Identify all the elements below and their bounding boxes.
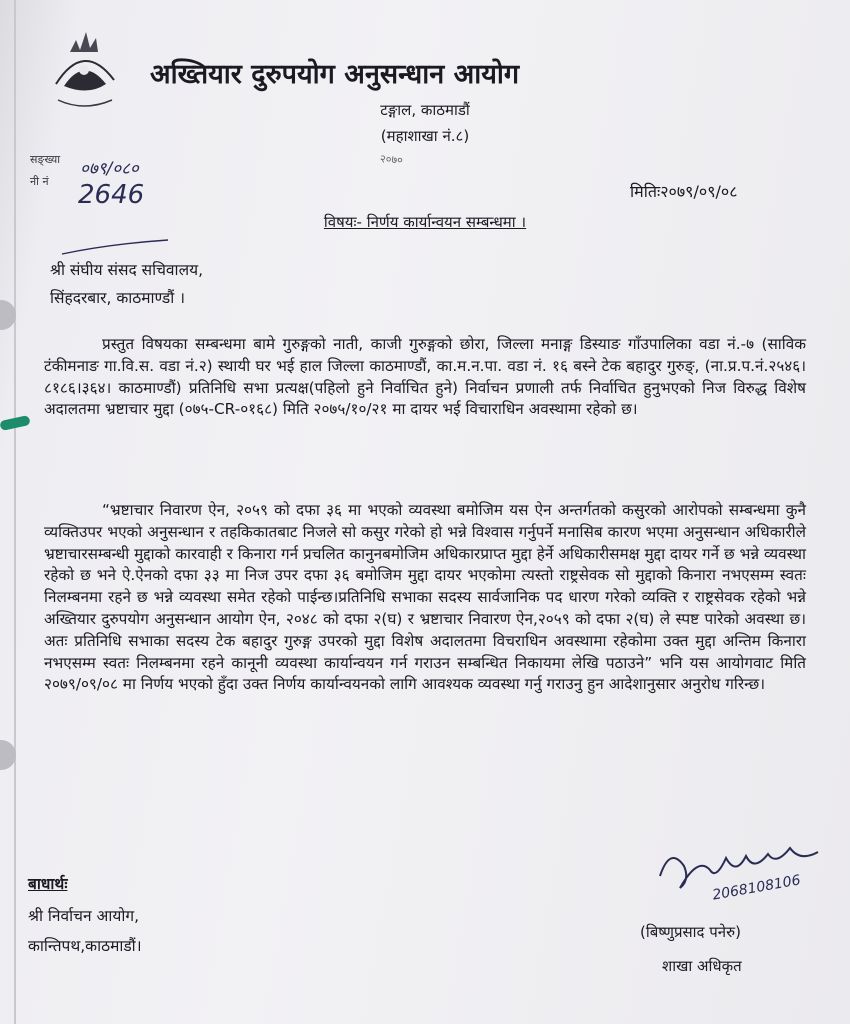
- branch-number: (महाशाखा नं.८): [380, 127, 470, 145]
- office-location: टङ्गाल, काठमाडौं: [380, 101, 470, 119]
- addressee-line1: श्री संघीय संसद सचिवालय,: [50, 261, 203, 279]
- chalani-number: 2646: [78, 180, 145, 210]
- chalani-label: नी नं: [30, 175, 49, 188]
- subject-text: विषयः- निर्णय कार्यान्वयन सम्बन्धमा ।: [323, 213, 527, 231]
- patra-sankhya-label: सङ्ख्या: [30, 153, 61, 166]
- page-fold: [14, 0, 16, 1024]
- letter-date: मितिः२०७९/०९/०८: [630, 182, 738, 201]
- cc-line2: कान्तिपथ,काठमाडौं।: [28, 937, 142, 955]
- pen-strike-mark: [60, 238, 170, 258]
- cc-line1: श्री निर्वाचन आयोग,: [28, 907, 140, 925]
- signature-date: 2068108106: [711, 872, 802, 904]
- signatory-title: शाखा अधिकृत: [662, 957, 742, 975]
- patra-sankhya-value: ०७९/०८०: [80, 159, 139, 179]
- subject-line: [0, 212, 850, 232]
- stamp-number: २०७०: [379, 152, 404, 167]
- body-paragraph-2: “भ्रष्टाचार निवारण ऐन, २०५९ को दफा ३६ मा भएको व्यवस्था बमोजिम यस ऐन अन्तर्गतको कसुरको आरोपको सम्बन्धमा कुनै व्यक्तिउपर भएको अनुसन्धान र तहकिकातबाट निजले सो कसुर गरेको हो भन्ने विश्वास गर्नुपर्ने मनासिब कारण भएमा अनुसन्धान अधिकारीले भ्रष्टाचारसम्बन्धी मुद्दाको कारवाही र किनारा गर्न प्रचलित कानुनबमोजिम अधिकारप्राप्त मुद्दा हेर्ने अधिकारीसमक्ष मुद्दा दायर गर्ने छ भन्ने व्यवस्था रहेको छ भने ऐ.ऐनको दफा ३३ मा निज उपर दफा ३६ बमोजिम मुद्दा दायर भएकोमा त्यस्तो राष्ट्रसेवक सो मुद्दाको किनारा नभएसम्म स्वतः निलम्बनमा रहने छ भन्ने व्यवस्था समेत रहेको पाईन्छ।प्रतिनिधि सभाका सदस्य सार्वजानिक पद धारण गरेको व्यक्ति र राष्ट्रसेवक रहेको भन्ने अख्तियार दुरुपयोग अनुसन्धान आयोग ऐन, २०४८ को दफा २(घ) र भ्रष्टाचार निवारण ऐन,२०५९ को दफा २(घ) ले स्पष्ट पारेको अवस्था छ।अतः प्रतिनिधि सभाका सदस्य टेक बहादुर गुरुङ्ग उपरको मुद्दा विशेष अदालतमा विचराधिन अवस्थामा रहेकोमा उक्त मुद्दा अन्तिम किनारा नभएसम्म स्वतः निलम्बनमा रहने कानूनी व्यवस्था कार्यान्वयन गर्न गराउन सम्बन्धित निकायमा लेखि पठाउने” भनि यस आयोगवाट मिति २०७९/०९/०८ मा निर्णय भएको हुँदा उक्त निर्णय कार्यान्वयनको लागि आवश्यक व्यवस्था गर्नु गराउनु हुन आदेशानुसार अनुरोध गरिन्छ।: [44, 501, 806, 694]
- signatory-name: (बिष्णुप्रसाद पनेरु): [640, 923, 741, 941]
- addressee-line2: सिंहदरबार, काठमाण्डौं ।: [50, 289, 186, 307]
- body-paragraph-1: प्रस्तुत विषयका सम्बन्धमा बामे गुरुङ्गको नाती, काजी गुरुङ्गको छोरा, जिल्ला मनाङ्ग डिस्याङ गाँउपालिका वडा नं.-७ (साविक टंकीमनाङ गा.वि.स. वडा नं.२) स्थायी घर भई हाल जिल्ला काठमाण्डौं, का.म.न.पा. वडा नं. १६ बस्ने टेक बहादुर गुरुङ्, (ना.प्र.प.नं.२५४६।८१८६।३६४। काठमाण्डौं) प्रतिनिधि सभा प्रत्यक्ष(पहिलो हुने निर्वाचित हुने) निर्वाचन प्रणाली तर्फ निर्वाचित हुनुभएको निज विरुद्ध विशेष अदालतमा भ्रष्टाचार मुद्दा (०७५-CR-०१६८) मिति २०७५/१०/२१ मा दायर भई विचाराधिन अवस्थामा रहेको छ।: [44, 335, 806, 419]
- cc-heading: बाधार्थः: [28, 875, 68, 893]
- organization-title: अख्तियार दुरुपयोग अनुसन्धान आयोग: [150, 59, 520, 90]
